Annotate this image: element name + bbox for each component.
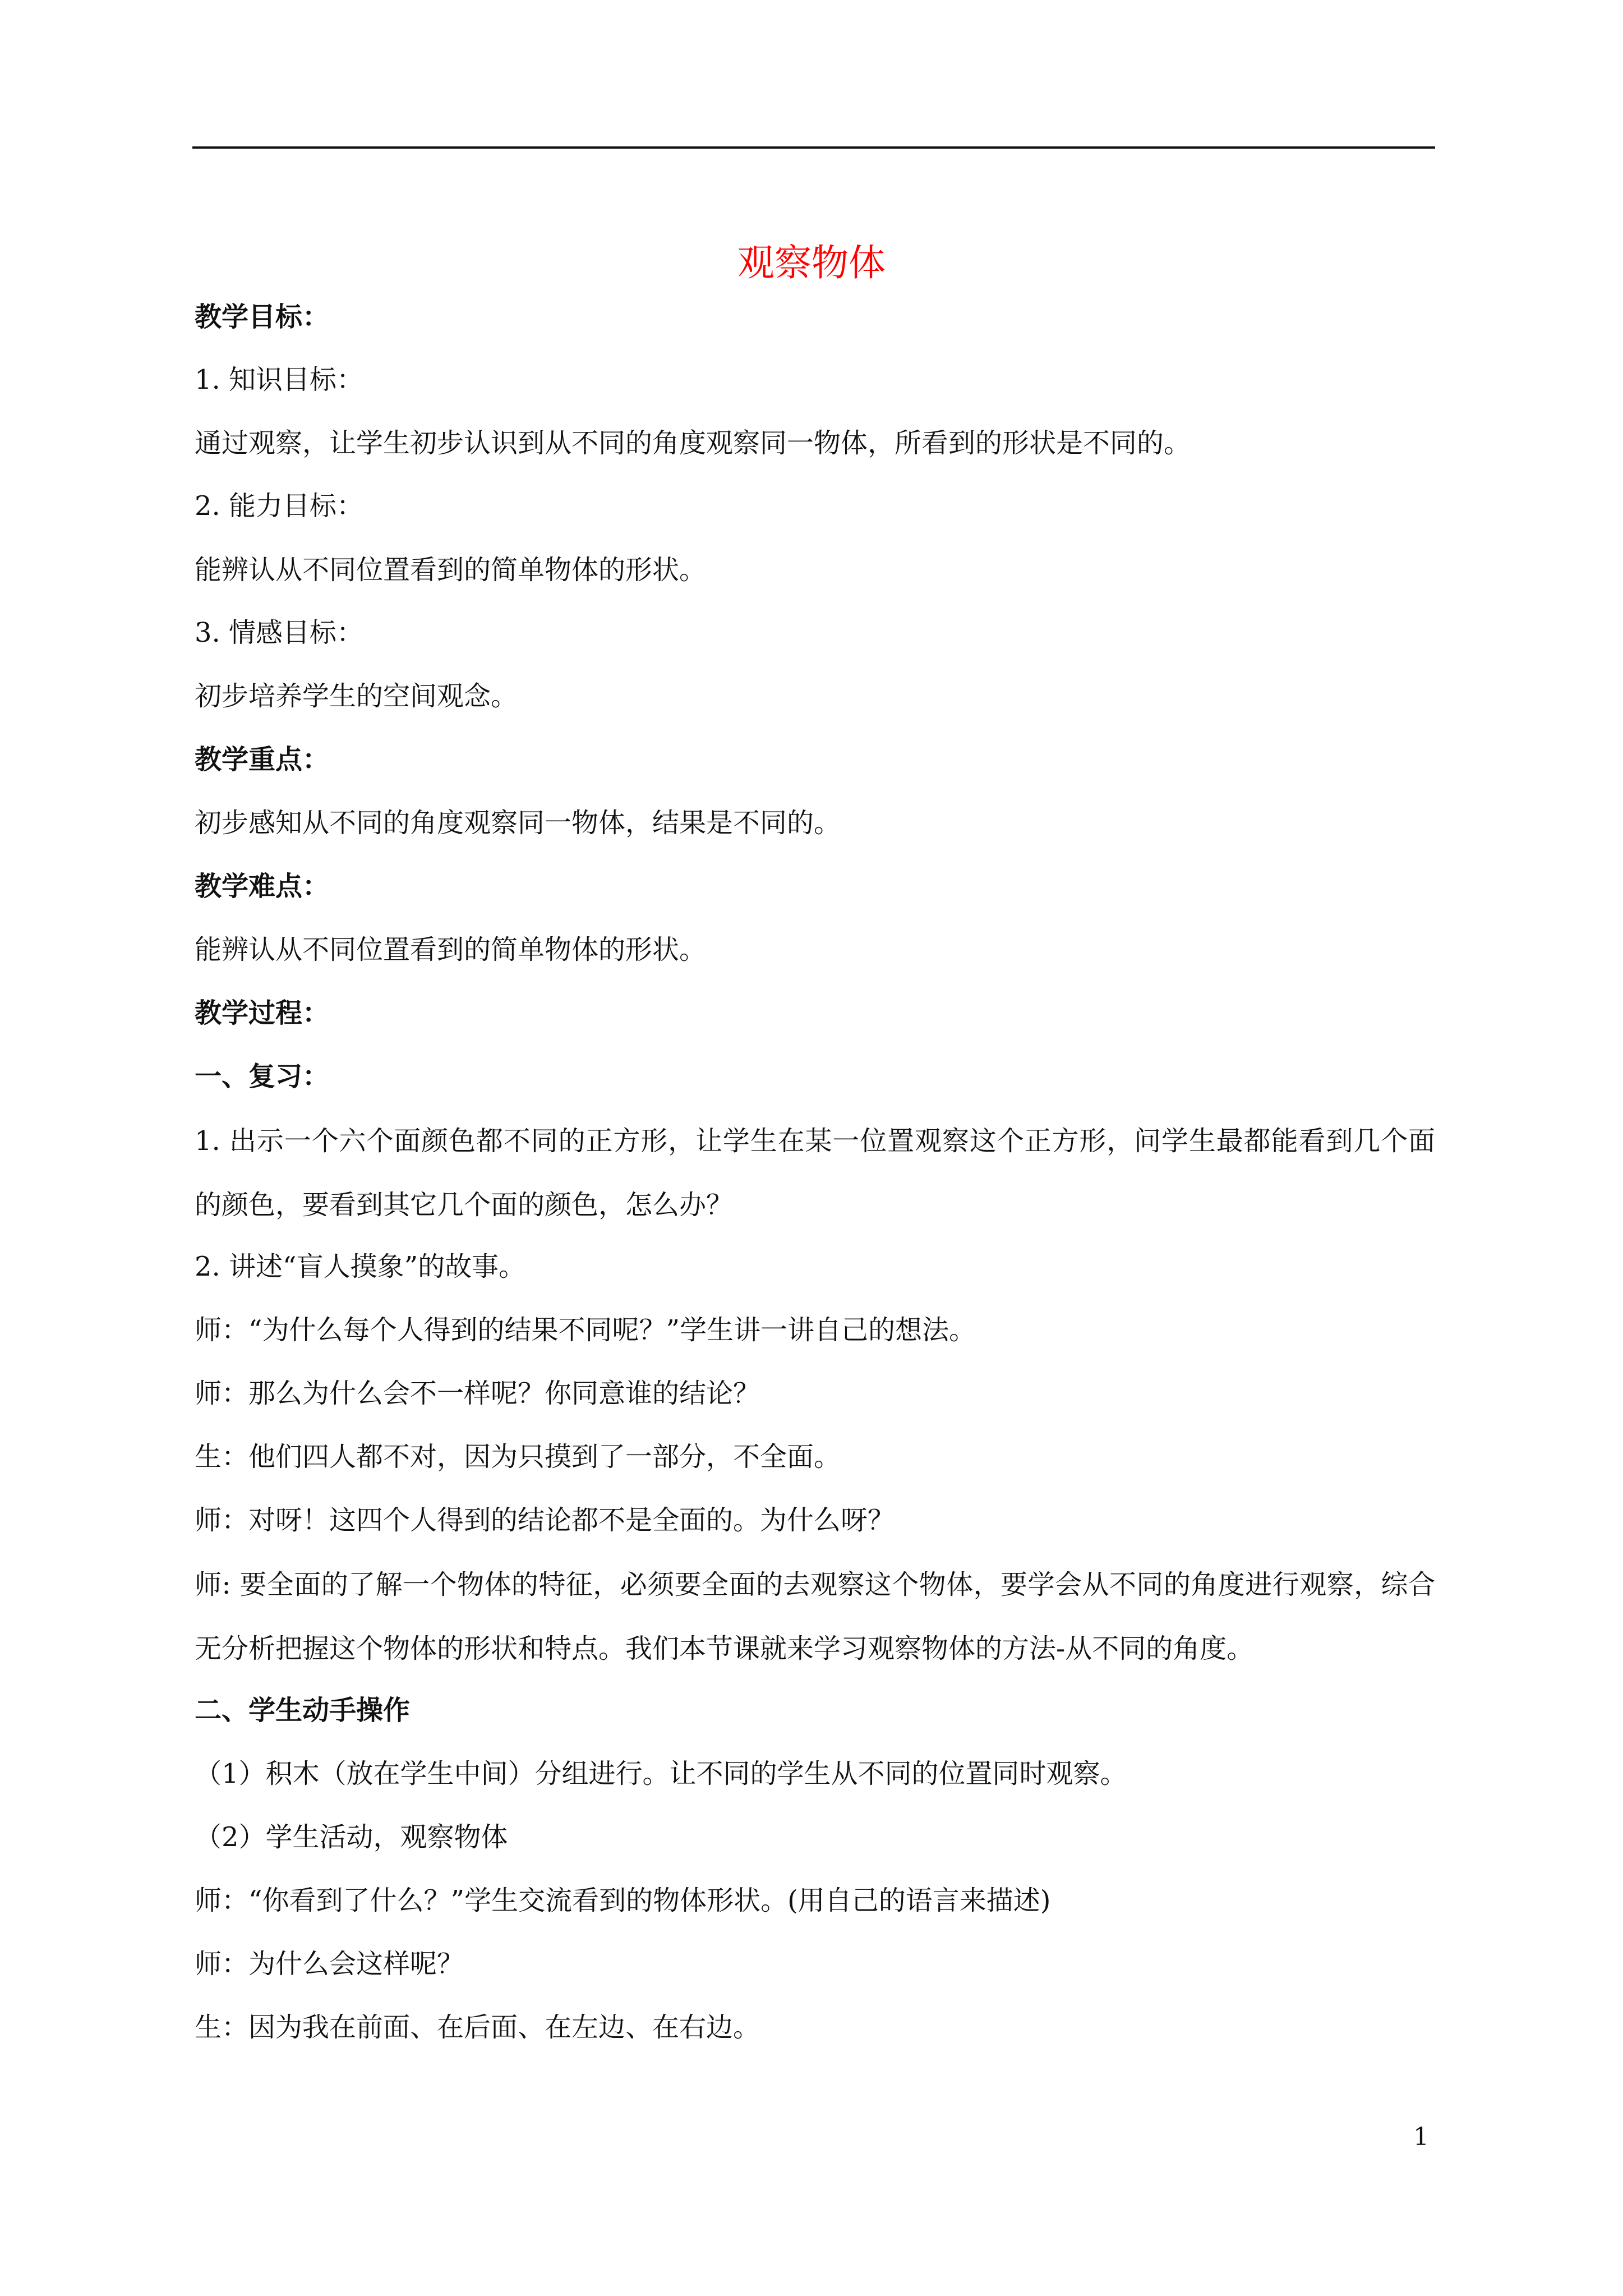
header-rule: [192, 146, 1435, 149]
dialogue-line: 生：因为我在前面、在后面、在左边、在右边。: [195, 2012, 760, 2043]
page-title: 观察物体: [737, 241, 886, 285]
heading-teaching-goals: 教学目标：: [195, 301, 330, 333]
activity-item-1: （1）积木（放在学生中间）分组进行。让不同的学生从不同的位置同时观察。: [195, 1758, 1127, 1789]
goal-knowledge-label: 1. 知识目标：: [195, 364, 364, 395]
heading-review: 一、复习：: [195, 1061, 330, 1092]
dialogue-line: 师：对呀！这四个人得到的结论都不是全面的。为什么呀？: [195, 1504, 895, 1536]
goal-knowledge-text: 通过观察，让学生初步认识到从不同的角度观察同一物体，所看到的形状是不同的。: [195, 427, 1191, 459]
key-points-text: 初步感知从不同的角度观察同一物体，结果是不同的。: [195, 807, 841, 839]
dialogue-line: 师：为什么会这样呢？: [195, 1948, 464, 1980]
heading-hands-on: 二、学生动手操作: [195, 1695, 411, 1726]
dialogue-line: 师：“为什么每个人得到的结果不同呢？”学生讲一讲自己的想法。: [195, 1314, 976, 1346]
dialogue-line: 师：“你看到了什么？”学生交流看到的物体形状。(用自己的语言来描述): [195, 1885, 1051, 1916]
heading-process: 教学过程：: [195, 997, 330, 1029]
goal-ability-text: 能辨认从不同位置看到的简单物体的形状。: [195, 554, 707, 586]
dialogue-line: 师：那么为什么会不一样呢？你同意谁的结论？: [195, 1378, 760, 1409]
goal-emotion-text: 初步培养学生的空间观念。: [195, 680, 518, 712]
heading-difficulties: 教学难点：: [195, 871, 330, 902]
goal-ability-label: 2. 能力目标：: [195, 490, 364, 522]
review-item-1: 1. 出示一个六个面颜色都不同的正方形，让学生在某一位置观察这个正方形，问学生最都能看到几个面的颜色，要看到其它几个面的颜色，怎么办？: [195, 1125, 1435, 1221]
goal-emotion-label: 3. 情感目标：: [195, 617, 364, 648]
difficulties-text: 能辨认从不同位置看到的简单物体的形状。: [195, 934, 707, 965]
heading-key-points: 教学重点：: [195, 744, 330, 775]
dialogue-line: 生：他们四人都不对，因为只摸到了一部分，不全面。: [195, 1441, 841, 1473]
activity-item-2: （2）学生活动，观察物体: [195, 1821, 508, 1853]
review-item-2: 2. 讲述“盲人摸象”的故事。: [195, 1251, 526, 1282]
dialogue-paragraph: 师: 要全面的了解一个物体的特征，必须要全面的去观察这个物体，要学会从不同的角度进行观察，综合无分析把握这个物体的形状和特点。我们本节课就来学习观察物体的方法-从不同的角度。: [195, 1569, 1435, 1664]
page-number: 1: [1413, 2123, 1429, 2151]
